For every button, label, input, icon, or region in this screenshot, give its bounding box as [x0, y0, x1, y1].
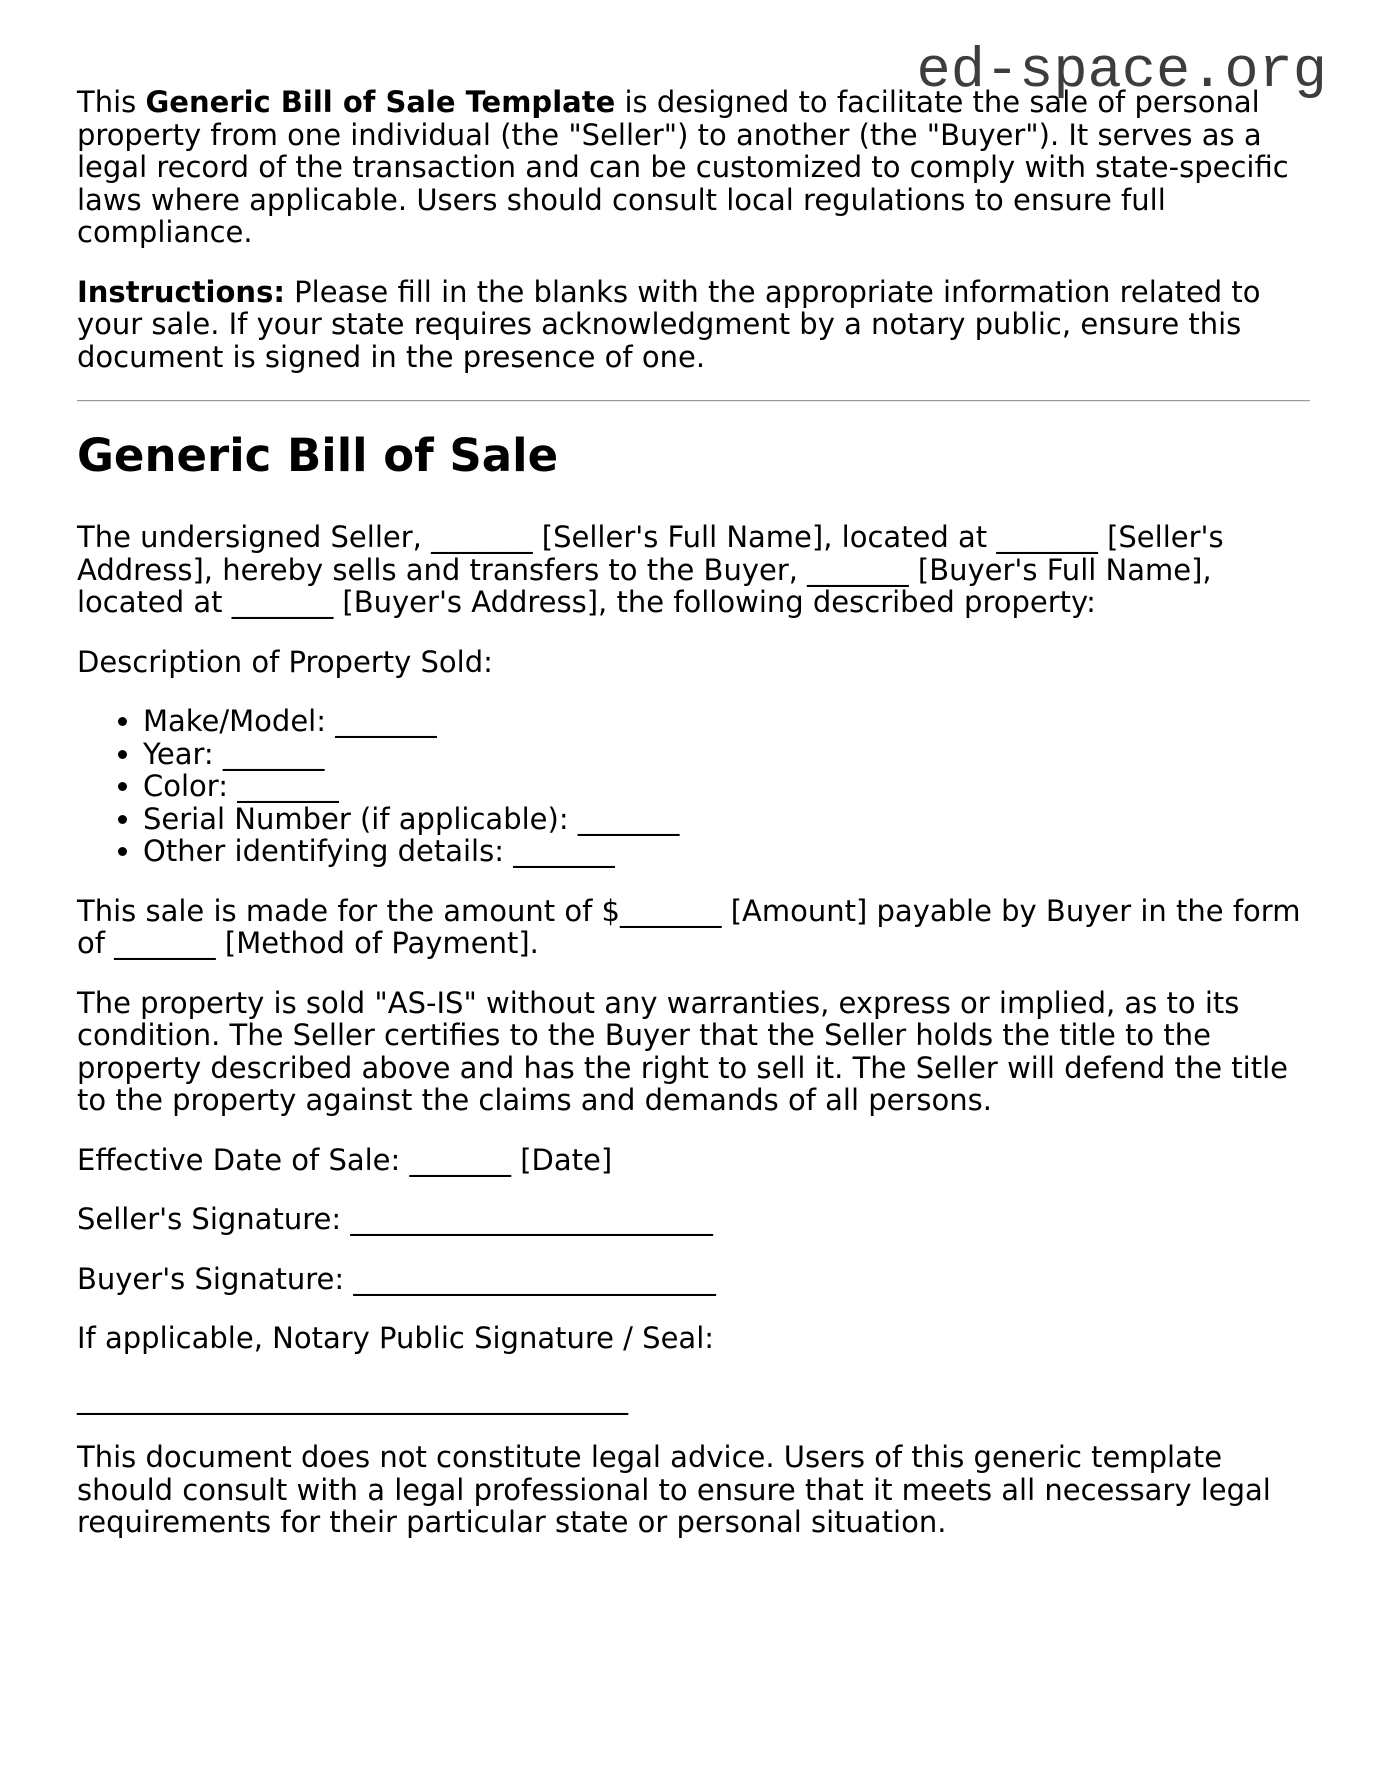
list-item-serial-number: • Serial Number (if applicable): _______ [143, 803, 1310, 836]
notary-signature-blank: ______________________________________ [77, 1380, 628, 1415]
as-is-paragraph: The property is sold "AS-IS" without any warranties, express or implied, as to its condition. The Seller certifies to the Buyer that the Seller holds the title to the property described above and has the right to sell it. The Seller will defend the title to the property against the claims and demands of all persons. [77, 985, 1288, 1117]
buyer-signature-line: Buyer's Signature: _________________________ [77, 1261, 716, 1296]
intro-bold-title: Generic Bill of Sale Template [145, 85, 616, 119]
list-item-make-model: • Make/Model: _______ [143, 705, 1310, 738]
instructions-text: Please fill in the blanks with the appropriate information related to your sale. If your state requires acknowledgment by a notary public, ensure this document is signed in the presence of one. [77, 274, 1261, 374]
intro-text-after: is designed to facilitate the sale of personal property from one individual (the "Seller") to another (the "Buyer"). It serves as a legal record of the transaction and can be customized to comply with state-specific laws where applicable. Users should consult local regulations to ensure full compliance. [77, 85, 1289, 249]
notary-label: If applicable, Notary Public Signature / Seal: [77, 1321, 715, 1355]
intro-paragraph [77, 86, 1310, 249]
amount-paragraph: This sale is made for the amount of $_______ [Amount] payable by Buyer in the form of _______ [Method of Payment]. [77, 893, 1301, 960]
property-list [77, 705, 1310, 868]
instructions-label: Instructions: [77, 274, 285, 309]
intro-text-before: This [77, 85, 146, 119]
seller-signature-line: Seller's Signature: _________________________ [77, 1202, 713, 1236]
list-item-other-details: • Other identifying details: _______ [143, 835, 1310, 868]
instructions-paragraph [77, 276, 1310, 374]
site-logo: ed-space.org [916, 40, 1327, 104]
effective-date-line: Effective Date of Sale: _______ [Date] [77, 1142, 613, 1177]
disclaimer-paragraph: This document does not constitute legal advice. Users of this generic template should consult with a legal professional to ensure that it meets all necessary legal requirements for their particular state or personal situation. [77, 1440, 1271, 1539]
list-item-year: • Year: _______ [143, 738, 1310, 771]
list-item-color: • Color: _______ [143, 770, 1310, 803]
section-divider [77, 400, 1310, 402]
page-title: Generic Bill of Sale [77, 429, 559, 482]
parties-paragraph: The undersigned Seller, _______ [Seller's Full Name], located at _______ [Seller's Address], hereby sells and transfers to the Buyer, _______ [Buyer's Full Name], located at _______ [Buyer's Address], the following described property: [77, 520, 1224, 619]
description-heading: Description of Property Sold: [77, 644, 493, 679]
